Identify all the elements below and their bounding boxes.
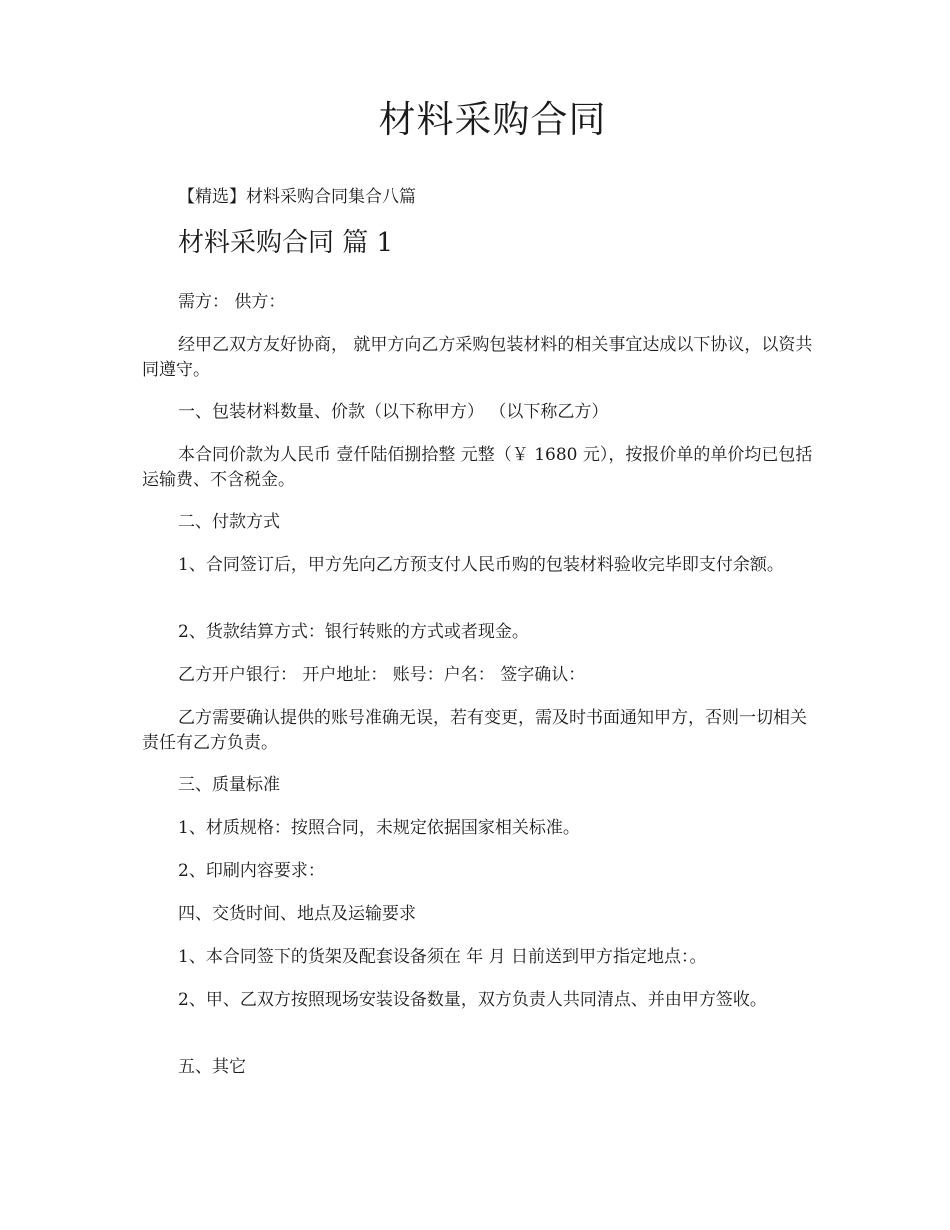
heading-quantity-price: 一、包装材料数量、价款（以下称甲方） （以下称乙方） (178, 402, 609, 422)
heading-other: 五、其它 (178, 1057, 246, 1077)
heading-payment: 二、付款方式 (178, 512, 280, 532)
paragraph-quality-1: 1、材质规格：按照合同，未规定依据国家相关标准。 (178, 818, 580, 838)
document-subtitle: 【精选】材料采购合同集合八篇 (178, 187, 416, 207)
paragraph-delivery-1: 1、本合同签下的货架及配套设备须在 年 月 日前送到甲方指定地点：。 (178, 947, 707, 967)
heading-delivery: 四、交货时间、地点及运输要求 (178, 904, 416, 924)
paragraph-bank-info: 乙方开户银行： 开户地址： 账号：户名： 签字确认： (178, 665, 586, 685)
paragraph-price: 本合同价款为人民币 壹仟陆佰捌拾整 元整（￥ 1680 元），按报价单的单价均已包括运输费、不含税金。 (142, 445, 813, 490)
section-heading: 材料采购合同 篇 1 (178, 228, 394, 258)
paragraph-account-confirm: 乙方需要确认提供的账号准确无误，若有变更，需及时书面通知甲方，否则一切相关责任有乙方负责。 (142, 708, 807, 753)
paragraph-intro: 经甲乙双方友好协商， 就甲方向乙方采购包装材料的相关事宜达成以下协议，以资共同遵守。 (142, 335, 813, 380)
heading-quality: 三、质量标准 (178, 775, 280, 795)
paragraph-quality-2: 2、印刷内容要求： (178, 861, 325, 881)
paragraph-payment-2: 2、货款结算方式：银行转账的方式或者现金。 (178, 622, 529, 642)
paragraph-parties: 需方： 供方： (178, 292, 286, 312)
paragraph-payment-1: 1、合同签订后，甲方先向乙方预支付人民币购的包装材料验收完毕即支付余额。 (178, 555, 784, 575)
paragraph-delivery-2: 2、甲、乙双方按照现场安装设备数量，双方负责人共同清点、并由甲方签收。 (178, 990, 767, 1010)
document-title: 材料采购合同 (378, 98, 607, 141)
